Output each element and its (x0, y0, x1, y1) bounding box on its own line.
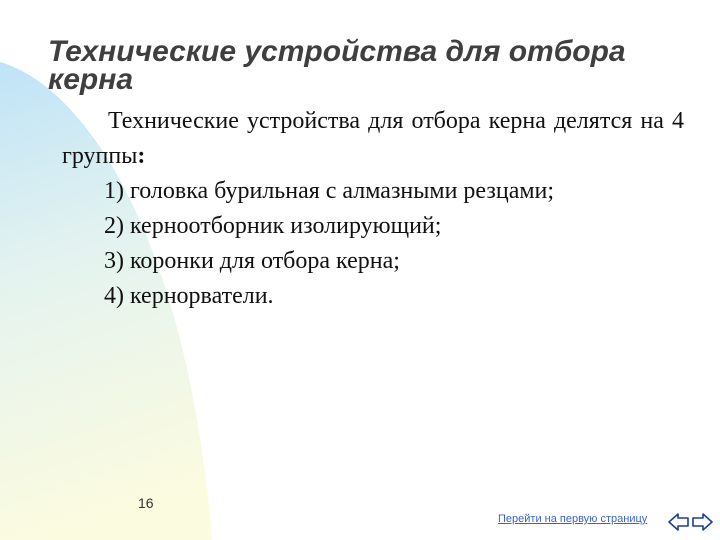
first-page-link[interactable]: Перейти на первую страницу (498, 513, 648, 525)
list-item: 4) кернорватели. (104, 283, 274, 309)
intro-text: Технические устройства для отбора керна делятся на 4 группы (62, 108, 684, 169)
list-item: 1) головка бурильная с алмазными резцами; (104, 178, 555, 204)
list-item: 2) керноотборник изолирующий; (104, 213, 442, 239)
intro-paragraph (62, 104, 684, 174)
slide-body (62, 104, 684, 314)
arrow-left-icon[interactable] (668, 512, 690, 532)
group-list (62, 174, 684, 314)
list-item: 3) коронки для отбора керна; (104, 248, 400, 274)
arrow-right-icon[interactable] (691, 512, 713, 532)
slide-title: Технические устройства для отбора керна (48, 35, 626, 96)
page-number: 16 (138, 495, 154, 511)
intro-colon: : (137, 143, 146, 169)
